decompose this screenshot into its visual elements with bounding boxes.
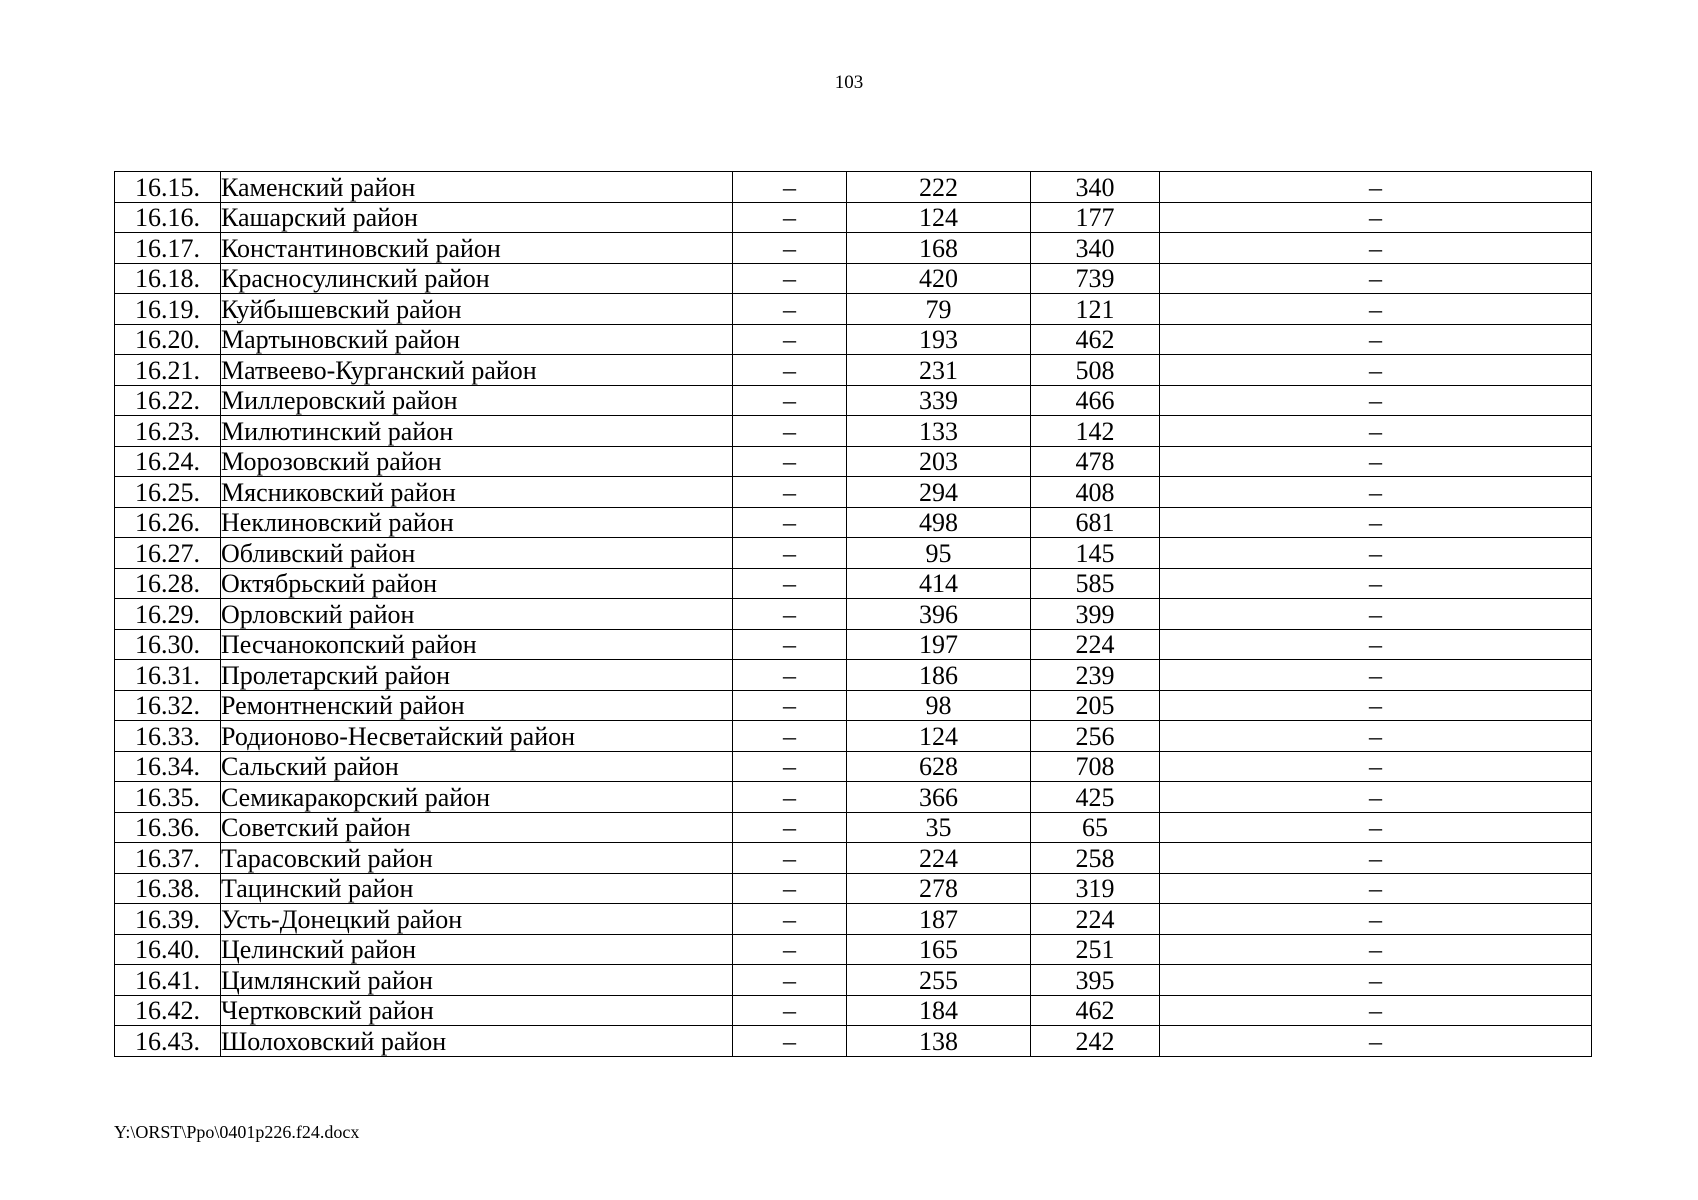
column-a-cell: – [733,538,847,569]
column-a-cell: – [733,721,847,752]
column-b-cell: 224 [847,843,1031,874]
column-a-cell: – [733,995,847,1026]
column-c-cell: 256 [1031,721,1160,752]
table-row [115,904,1592,935]
district-name-cell: Орловский район [221,599,733,630]
table-row [115,751,1592,782]
column-d-cell: – [1160,202,1592,233]
column-d-cell: – [1160,934,1592,965]
column-b-cell: 193 [847,324,1031,355]
column-a-cell: – [733,202,847,233]
table-row [115,233,1592,264]
district-name-cell: Кашарский район [221,202,733,233]
row-number-cell: 16.24. [115,446,221,477]
column-c-cell: 340 [1031,233,1160,264]
column-b-cell: 366 [847,782,1031,813]
district-name-cell: Обливский район [221,538,733,569]
district-name-cell: Неклиновский район [221,507,733,538]
district-name-cell: Куйбышевский район [221,294,733,325]
table-row [115,599,1592,630]
column-d-cell: – [1160,172,1592,203]
column-d-cell: – [1160,782,1592,813]
table-row [115,690,1592,721]
district-name-cell: Шолоховский район [221,1026,733,1057]
column-a-cell: – [733,233,847,264]
district-name-cell: Каменский район [221,172,733,203]
column-a-cell: – [733,477,847,508]
table-row [115,721,1592,752]
column-d-cell: – [1160,507,1592,538]
table-row [115,934,1592,965]
column-b-cell: 628 [847,751,1031,782]
row-number-cell: 16.15. [115,172,221,203]
column-c-cell: 177 [1031,202,1160,233]
table-row [115,507,1592,538]
column-d-cell: – [1160,263,1592,294]
column-c-cell: 408 [1031,477,1160,508]
column-b-cell: 35 [847,812,1031,843]
district-name-cell: Морозовский район [221,446,733,477]
file-path-footer: Y:\ORST\Ppo\0401p226.f24.docx [114,1122,360,1142]
column-d-cell: – [1160,690,1592,721]
column-d-cell: – [1160,568,1592,599]
table-row [115,538,1592,569]
row-number-cell: 16.41. [115,965,221,996]
table-row [115,385,1592,416]
table-row [115,477,1592,508]
row-number-cell: 16.39. [115,904,221,935]
column-b-cell: 184 [847,995,1031,1026]
column-b-cell: 133 [847,416,1031,447]
column-a-cell: – [733,782,847,813]
column-b-cell: 168 [847,233,1031,264]
column-d-cell: – [1160,385,1592,416]
column-d-cell: – [1160,538,1592,569]
row-number-cell: 16.17. [115,233,221,264]
column-c-cell: 340 [1031,172,1160,203]
column-a-cell: – [733,599,847,630]
column-d-cell: – [1160,324,1592,355]
district-name-cell: Милютинский район [221,416,733,447]
column-c-cell: 585 [1031,568,1160,599]
table-row [115,446,1592,477]
district-name-cell: Цимлянский район [221,965,733,996]
column-b-cell: 498 [847,507,1031,538]
column-a-cell: – [733,751,847,782]
table-row [115,629,1592,660]
table-row [115,172,1592,203]
column-b-cell: 79 [847,294,1031,325]
table-row [115,1026,1592,1057]
column-c-cell: 205 [1031,690,1160,721]
column-c-cell: 462 [1031,995,1160,1026]
column-b-cell: 187 [847,904,1031,935]
district-name-cell: Тацинский район [221,873,733,904]
column-d-cell: – [1160,355,1592,386]
table-row [115,202,1592,233]
table-row [115,294,1592,325]
row-number-cell: 16.38. [115,873,221,904]
column-d-cell: – [1160,294,1592,325]
row-number-cell: 16.18. [115,263,221,294]
row-number-cell: 16.20. [115,324,221,355]
column-c-cell: 239 [1031,660,1160,691]
row-number-cell: 16.42. [115,995,221,1026]
column-c-cell: 739 [1031,263,1160,294]
district-name-cell: Октябрьский район [221,568,733,599]
district-name-cell: Константиновский район [221,233,733,264]
row-number-cell: 16.43. [115,1026,221,1057]
district-name-cell: Красносулинский район [221,263,733,294]
district-table [114,171,1592,1057]
column-d-cell: – [1160,446,1592,477]
column-d-cell: – [1160,904,1592,935]
district-name-cell: Советский район [221,812,733,843]
column-c-cell: 251 [1031,934,1160,965]
row-number-cell: 16.19. [115,294,221,325]
column-c-cell: 478 [1031,446,1160,477]
district-name-cell: Ремонтненский район [221,690,733,721]
column-d-cell: – [1160,873,1592,904]
column-c-cell: 258 [1031,843,1160,874]
table-row [115,843,1592,874]
column-d-cell: – [1160,751,1592,782]
row-number-cell: 16.25. [115,477,221,508]
column-b-cell: 95 [847,538,1031,569]
column-c-cell: 142 [1031,416,1160,447]
column-d-cell: – [1160,1026,1592,1057]
row-number-cell: 16.29. [115,599,221,630]
district-name-cell: Пролетарский район [221,660,733,691]
table-body [115,172,1592,1057]
column-a-cell: – [733,294,847,325]
district-name-cell: Семикаракорский район [221,782,733,813]
column-c-cell: 399 [1031,599,1160,630]
column-c-cell: 395 [1031,965,1160,996]
column-b-cell: 294 [847,477,1031,508]
column-b-cell: 222 [847,172,1031,203]
row-number-cell: 16.35. [115,782,221,813]
column-a-cell: – [733,416,847,447]
column-c-cell: 224 [1031,629,1160,660]
column-a-cell: – [733,385,847,416]
column-d-cell: – [1160,812,1592,843]
row-number-cell: 16.16. [115,202,221,233]
column-c-cell: 708 [1031,751,1160,782]
column-d-cell: – [1160,416,1592,447]
column-a-cell: – [733,446,847,477]
column-a-cell: – [733,324,847,355]
column-d-cell: – [1160,233,1592,264]
column-d-cell: – [1160,599,1592,630]
column-d-cell: – [1160,629,1592,660]
column-b-cell: 420 [847,263,1031,294]
column-a-cell: – [733,660,847,691]
row-number-cell: 16.37. [115,843,221,874]
column-b-cell: 339 [847,385,1031,416]
district-name-cell: Песчанокопский район [221,629,733,660]
district-name-cell: Тарасовский район [221,843,733,874]
district-name-cell: Чертковский район [221,995,733,1026]
table-row [115,812,1592,843]
column-d-cell: – [1160,660,1592,691]
column-a-cell: – [733,263,847,294]
table-row [115,355,1592,386]
row-number-cell: 16.21. [115,355,221,386]
column-b-cell: 197 [847,629,1031,660]
table-row [115,965,1592,996]
column-a-cell: – [733,812,847,843]
table-row [115,263,1592,294]
column-d-cell: – [1160,721,1592,752]
column-a-cell: – [733,172,847,203]
column-c-cell: 466 [1031,385,1160,416]
column-b-cell: 203 [847,446,1031,477]
column-c-cell: 508 [1031,355,1160,386]
column-c-cell: 681 [1031,507,1160,538]
row-number-cell: 16.28. [115,568,221,599]
column-b-cell: 231 [847,355,1031,386]
row-number-cell: 16.26. [115,507,221,538]
column-c-cell: 224 [1031,904,1160,935]
column-a-cell: – [733,1026,847,1057]
column-b-cell: 98 [847,690,1031,721]
column-a-cell: – [733,843,847,874]
district-name-cell: Родионово-Несветайский район [221,721,733,752]
row-number-cell: 16.22. [115,385,221,416]
row-number-cell: 16.33. [115,721,221,752]
column-d-cell: – [1160,843,1592,874]
district-name-cell: Мясниковский район [221,477,733,508]
table-row [115,873,1592,904]
column-b-cell: 278 [847,873,1031,904]
column-b-cell: 124 [847,721,1031,752]
page-number: 103 [834,72,864,93]
column-a-cell: – [733,934,847,965]
column-b-cell: 255 [847,965,1031,996]
column-a-cell: – [733,507,847,538]
column-a-cell: – [733,904,847,935]
row-number-cell: 16.27. [115,538,221,569]
row-number-cell: 16.40. [115,934,221,965]
column-b-cell: 124 [847,202,1031,233]
row-number-cell: 16.31. [115,660,221,691]
column-c-cell: 425 [1031,782,1160,813]
column-c-cell: 65 [1031,812,1160,843]
column-a-cell: – [733,568,847,599]
column-d-cell: – [1160,995,1592,1026]
column-d-cell: – [1160,477,1592,508]
column-b-cell: 186 [847,660,1031,691]
column-c-cell: 462 [1031,324,1160,355]
district-name-cell: Матвеево-Курганский район [221,355,733,386]
table-row [115,568,1592,599]
column-a-cell: – [733,873,847,904]
district-name-cell: Мартыновский район [221,324,733,355]
column-d-cell: – [1160,965,1592,996]
district-name-cell: Целинский район [221,934,733,965]
column-c-cell: 319 [1031,873,1160,904]
column-b-cell: 396 [847,599,1031,630]
column-b-cell: 414 [847,568,1031,599]
table-row [115,660,1592,691]
column-a-cell: – [733,965,847,996]
district-name-cell: Сальский район [221,751,733,782]
table-row [115,416,1592,447]
column-a-cell: – [733,690,847,721]
table-row [115,995,1592,1026]
column-a-cell: – [733,355,847,386]
table-row [115,324,1592,355]
column-a-cell: – [733,629,847,660]
column-b-cell: 138 [847,1026,1031,1057]
row-number-cell: 16.36. [115,812,221,843]
row-number-cell: 16.23. [115,416,221,447]
table-row [115,782,1592,813]
row-number-cell: 16.34. [115,751,221,782]
column-b-cell: 165 [847,934,1031,965]
district-name-cell: Миллеровский район [221,385,733,416]
district-name-cell: Усть-Донецкий район [221,904,733,935]
column-c-cell: 242 [1031,1026,1160,1057]
row-number-cell: 16.30. [115,629,221,660]
row-number-cell: 16.32. [115,690,221,721]
column-c-cell: 145 [1031,538,1160,569]
column-c-cell: 121 [1031,294,1160,325]
